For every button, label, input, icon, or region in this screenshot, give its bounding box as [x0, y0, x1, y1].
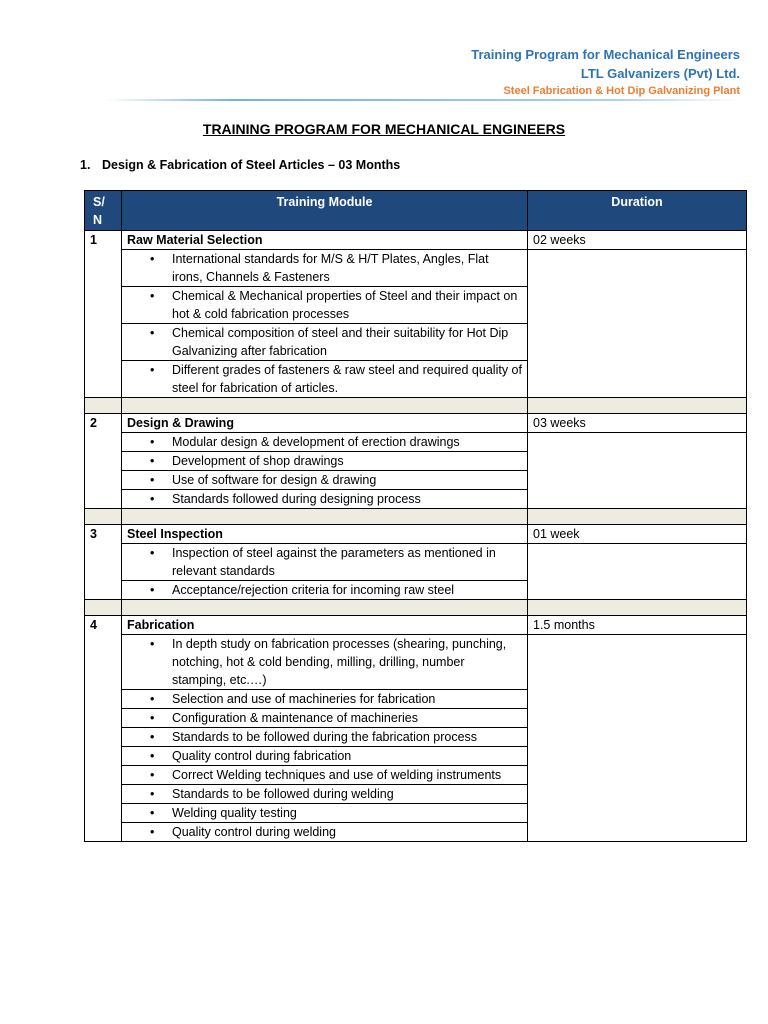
bullet-icon: • — [150, 363, 155, 377]
module-topic — [122, 433, 528, 452]
row-number: 4 — [85, 616, 122, 842]
module-topic — [122, 635, 528, 690]
module-duration: 1.5 months — [528, 616, 747, 635]
duration-blank-cell — [528, 250, 747, 398]
spacer-cell — [122, 509, 528, 525]
bullet-icon: • — [150, 806, 155, 820]
module-topic — [122, 452, 528, 471]
topic-text: Standards followed during designing process — [172, 492, 421, 506]
table-row — [85, 231, 747, 250]
module-name: Raw Material Selection — [122, 231, 528, 250]
spacer-cell — [528, 600, 747, 616]
module-topic — [122, 728, 528, 747]
header-training-module: Training Module — [122, 191, 528, 231]
module-name: Steel Inspection — [122, 525, 528, 544]
bullet-icon: • — [150, 492, 155, 506]
module-topic — [122, 581, 528, 600]
topic-text: Acceptance/rejection criteria for incoming raw steel — [172, 583, 455, 597]
topic-text: Correct Welding techniques and use of welding instruments — [172, 768, 502, 782]
header-sn: S/ N — [85, 191, 122, 231]
module-topic — [122, 709, 528, 728]
topic-text: Use of software for design & drawing — [172, 473, 377, 487]
table-row — [85, 250, 747, 287]
spacer-cell — [85, 398, 122, 414]
table-row — [85, 616, 747, 635]
bullet-icon: • — [150, 787, 155, 801]
topic-text: Development of shop drawings — [172, 454, 344, 468]
module-duration: 02 weeks — [528, 231, 747, 250]
header-plant-name: Steel Fabrication & Hot Dip Galvanizing Plant — [503, 85, 740, 97]
topic-text: Quality control during welding — [172, 825, 336, 839]
row-number: 1 — [85, 231, 122, 398]
module-topic — [122, 250, 528, 287]
topic-text: In depth study on fabrication processes (shearing, punching, notching, hot & cold bending, milling, drilling, number stamping, etc.…) — [172, 637, 507, 687]
bullet-icon: • — [150, 252, 155, 266]
header-company-name: LTL Galvanizers (Pvt) Ltd. — [580, 66, 740, 81]
row-number: 3 — [85, 525, 122, 600]
module-topic — [122, 471, 528, 490]
spacer-cell — [528, 509, 747, 525]
module-topic — [122, 785, 528, 804]
module-topic — [122, 823, 528, 842]
header-divider — [105, 99, 740, 101]
topic-text: Chemical composition of steel and their suitability for Hot Dip Galvanizing after fabrication — [172, 326, 509, 358]
section-heading — [80, 158, 400, 172]
header-program-title: Training Program for Mechanical Engineers — [471, 47, 740, 62]
spacer-cell — [528, 398, 747, 414]
topic-text: Inspection of steel against the parameters as mentioned in relevant standards — [172, 546, 496, 578]
module-topic — [122, 287, 528, 324]
bullet-icon: • — [150, 692, 155, 706]
spacer-row — [85, 600, 747, 616]
bullet-icon: • — [150, 749, 155, 763]
module-topic — [122, 690, 528, 709]
topic-text: Selection and use of machineries for fabrication — [172, 692, 436, 706]
training-table — [84, 190, 747, 842]
page-title: TRAINING PROGRAM FOR MECHANICAL ENGINEERS — [202, 121, 566, 137]
module-topic — [122, 324, 528, 361]
bullet-icon: • — [150, 435, 155, 449]
topic-text: Quality control during fabrication — [172, 749, 352, 763]
table-header-row — [85, 191, 747, 231]
bullet-icon: • — [150, 730, 155, 744]
table-row — [85, 544, 747, 581]
topic-text: Standards to be followed during the fabrication process — [172, 730, 478, 744]
table-row — [85, 414, 747, 433]
module-duration: 03 weeks — [528, 414, 747, 433]
module-topic — [122, 361, 528, 398]
duration-blank-cell — [528, 635, 747, 842]
module-name: Fabrication — [122, 616, 528, 635]
bullet-icon: • — [150, 768, 155, 782]
module-duration: 01 week — [528, 525, 747, 544]
topic-text: Modular design & development of erection drawings — [172, 435, 460, 449]
topic-text: Chemical & Mechanical properties of Steel and their impact on hot & cold fabrication processes — [172, 289, 518, 321]
bullet-icon: • — [150, 326, 155, 340]
topic-text: Standards to be followed during welding — [172, 787, 394, 801]
header-duration: Duration — [528, 191, 747, 231]
module-topic — [122, 490, 528, 509]
section-label: Design & Fabrication of Steel Articles – 03 Months — [102, 158, 401, 172]
topic-text: Welding quality testing — [172, 806, 297, 820]
spacer-row — [85, 509, 747, 525]
spacer-cell — [122, 398, 528, 414]
module-topic — [122, 766, 528, 785]
section-number: 1. — [80, 158, 91, 172]
table-row — [85, 433, 747, 452]
bullet-icon: • — [150, 289, 155, 303]
duration-blank-cell — [528, 544, 747, 600]
spacer-cell — [85, 509, 122, 525]
table-body — [85, 231, 747, 842]
bullet-icon: • — [150, 583, 155, 597]
topic-text: Different grades of fasteners & raw steel and required quality of steel for fabrication of articles. — [172, 363, 522, 395]
bullet-icon: • — [150, 454, 155, 468]
table-row — [85, 635, 747, 690]
spacer-row — [85, 398, 747, 414]
bullet-icon: • — [150, 637, 155, 651]
topic-text: International standards for M/S & H/T Plates, Angles, Flat irons, Channels & Fasteners — [172, 252, 489, 284]
module-topic — [122, 747, 528, 766]
table-row — [85, 525, 747, 544]
bullet-icon: • — [150, 711, 155, 725]
spacer-cell — [85, 600, 122, 616]
topic-text: Configuration & maintenance of machineries — [172, 711, 418, 725]
module-topic — [122, 544, 528, 581]
row-number: 2 — [85, 414, 122, 509]
duration-blank-cell — [528, 433, 747, 509]
bullet-icon: • — [150, 473, 155, 487]
bullet-icon: • — [150, 546, 155, 560]
module-name: Design & Drawing — [122, 414, 528, 433]
bullet-icon: • — [150, 825, 155, 839]
module-topic — [122, 804, 528, 823]
spacer-cell — [122, 600, 528, 616]
